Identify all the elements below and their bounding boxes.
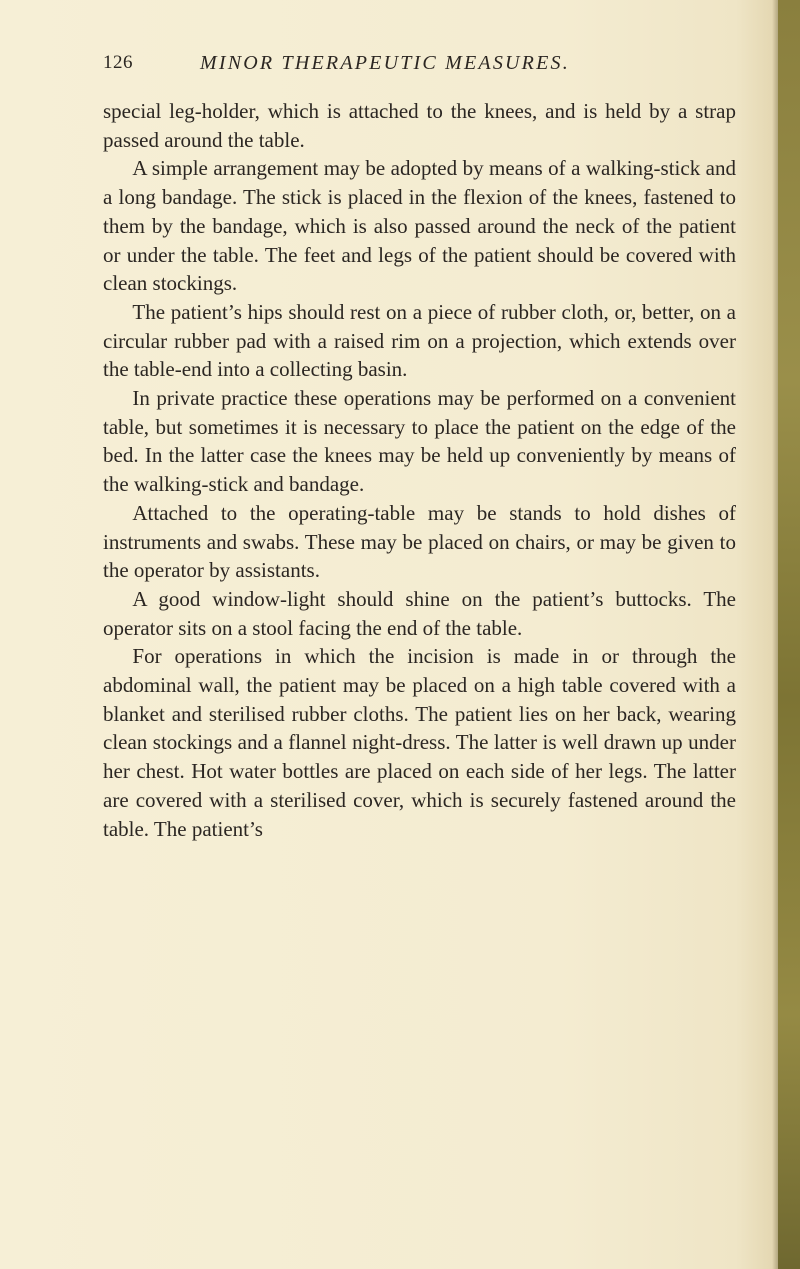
book-edge [778,0,800,1269]
body-text [103,97,736,843]
page-header [0,52,760,82]
page-number: 126 [103,52,133,73]
paragraph-4: In private practice these operations may be performed on a convenient table, but sometimes it is necessary to place the patient on the edge of the bed. In the latter case the knees may be held up conveniently by means of the walking-stick and bandage. [103,386,736,497]
paragraph-6: A good window-light should shine on the patient’s buttocks. The operator sits on a stool facing the end of the table. [103,586,736,640]
running-title: MINOR THERAPEUTIC MEASURES. [200,52,570,74]
paragraph-7: For operations in which the incision is made in or through the abdominal wall, the patient may be placed on a high table covered with a blanket and sterilised rubber cloths. The patient lies on her back, wearing clean stockings and a flannel night-dress. The latter is well drawn up under her chest. Hot water bottles are placed on each side of her legs. The latter are covered with a sterilised cover, which is securely fastened around the table. The patient’s [103,644,736,841]
paragraph-2: A simple arrangement may be adopted by means of a walking-stick and a long bandage. The stick is placed in the flexion of the knees, fastened to them by the bandage, which is also passed around the neck of the patient or under the table. The feet and legs of the patient should be covered with clean stockings. [103,156,736,296]
paragraph-3: The patient’s hips should rest on a piece of rubber cloth, or, better, on a circular rubber pad with a raised rim on a projection, which extends over the table-end into a collecting basin. [103,299,736,382]
paragraph-1: special leg-holder, which is attached to the knees, and is held by a strap passed around the table. [103,99,736,152]
paragraph-5: Attached to the operating-table may be stands to hold dishes of instruments and swabs. These may be placed on chairs, or may be given to the operator by assistants. [103,500,736,583]
